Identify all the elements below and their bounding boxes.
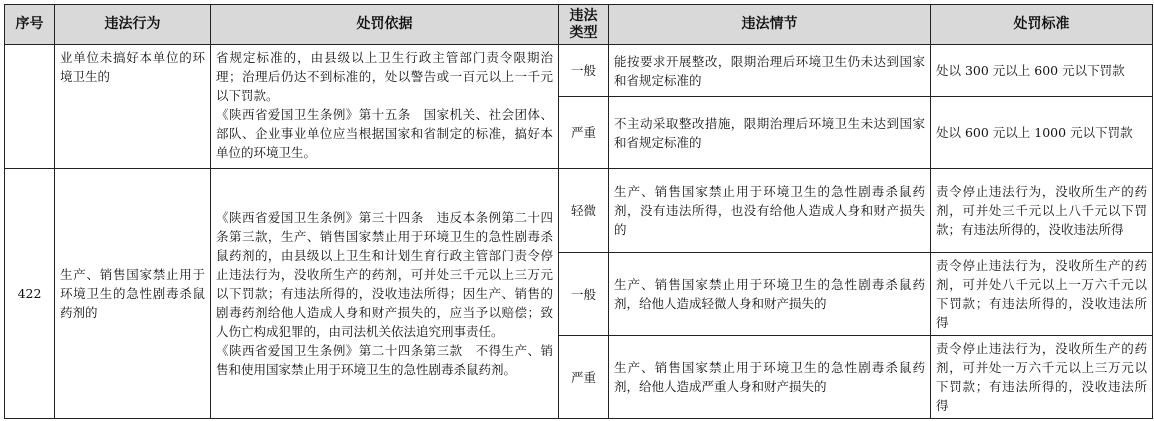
cell-type: 严重 [559, 97, 609, 169]
cell-no [5, 45, 55, 169]
cell-standard: 责令停止违法行为，没收所生产的药剂，可并处八千元以上一万六千元以下罚款；有违法所得的，没收违法所得 [931, 253, 1153, 336]
cell-no: 422 [5, 169, 55, 419]
cell-standard: 处以 600 元以上 1000 元以下罚款 [931, 97, 1153, 169]
penalty-table [4, 4, 1153, 419]
cell-type: 一般 [559, 253, 609, 336]
table-row [5, 45, 1153, 97]
cell-basis: 省规定标准的，由县级以上卫生行政主管部门责令限期治理；治理后仍达不到标准的，处以警告或一百元以上一千元以下罚款。 《陕西省爱国卫生条例》第十五条 国家机关、社会团体、部队、企业事业单位应当根据国家和省制定的标准，搞好本单位的环境卫生。 [211, 45, 559, 169]
page-bottom-rule [4, 418, 1152, 419]
cell-circumstance: 不主动采取整改措施，限期治理后环境卫生未达到国家和省规定标准的 [609, 97, 931, 169]
cell-behavior: 生产、销售国家禁止用于环境卫生的急性剧毒杀鼠药剂的 [55, 169, 211, 419]
cell-standard: 处以 300 元以上 600 元以下罚款 [931, 45, 1153, 97]
cell-basis: 《陕西省爱国卫生条例》第三十四条 违反本条例第二十四条第三款，生产、销售国家禁止用于环境卫生的急性剧毒杀鼠药剂的，由县级以上卫生和计划生育行政主管部门责令停止违法行为，没收所生产的药剂，可并处三千元以上三万元以下罚款；有违法所得的，没收违法所得；因生产、销售的剧毒药剂给他人造成人身和财产损失的，应当予以赔偿；致人伤亡构成犯罪的，由司法机关依法追究刑事责任。 《陕西省爱国卫生条例》第二十四条第三款 不得生产、销售和使用国家禁止用于环境卫生的急性剧毒杀鼠药剂。 [211, 169, 559, 419]
header-type: 违法类型 [559, 5, 609, 45]
cell-type: 严重 [559, 336, 609, 419]
cell-standard: 责令停止违法行为，没收所生产的药剂，可并处一万六千元以上三万元以下罚款；有违法所得的，没收违法所得 [931, 336, 1153, 419]
header-basis: 处罚依据 [211, 5, 559, 45]
cell-circumstance: 能按要求开展整改，限期治理后环境卫生仍未达到国家和省规定标准的 [609, 45, 931, 97]
cell-standard: 责令停止违法行为，没收所生产的药剂，可并处三千元以上八千元以下罚款；有违法所得的，没收违法所得 [931, 169, 1153, 253]
header-circumstance: 违法情节 [609, 5, 931, 45]
header-no: 序号 [5, 5, 55, 45]
cell-circumstance: 生产、销售国家禁止用于环境卫生的急性剧毒杀鼠药剂，给他人造成严重人身和财产损失的 [609, 336, 931, 419]
cell-type: 轻微 [559, 169, 609, 253]
header-row [5, 5, 1153, 45]
cell-type: 一般 [559, 45, 609, 97]
cell-circumstance: 生产、销售国家禁止用于环境卫生的急性剧毒杀鼠药剂，没有违法所得，也没有给他人造成人身和财产损失的 [609, 169, 931, 253]
header-standard: 处罚标准 [931, 5, 1153, 45]
table-row [5, 169, 1153, 253]
header-behavior: 违法行为 [55, 5, 211, 45]
cell-circumstance: 生产、销售国家禁止用于环境卫生的急性剧毒杀鼠药剂，给他人造成轻微人身和财产损失的 [609, 253, 931, 336]
cell-behavior: 业单位未搞好本单位的环境卫生的 [55, 45, 211, 169]
